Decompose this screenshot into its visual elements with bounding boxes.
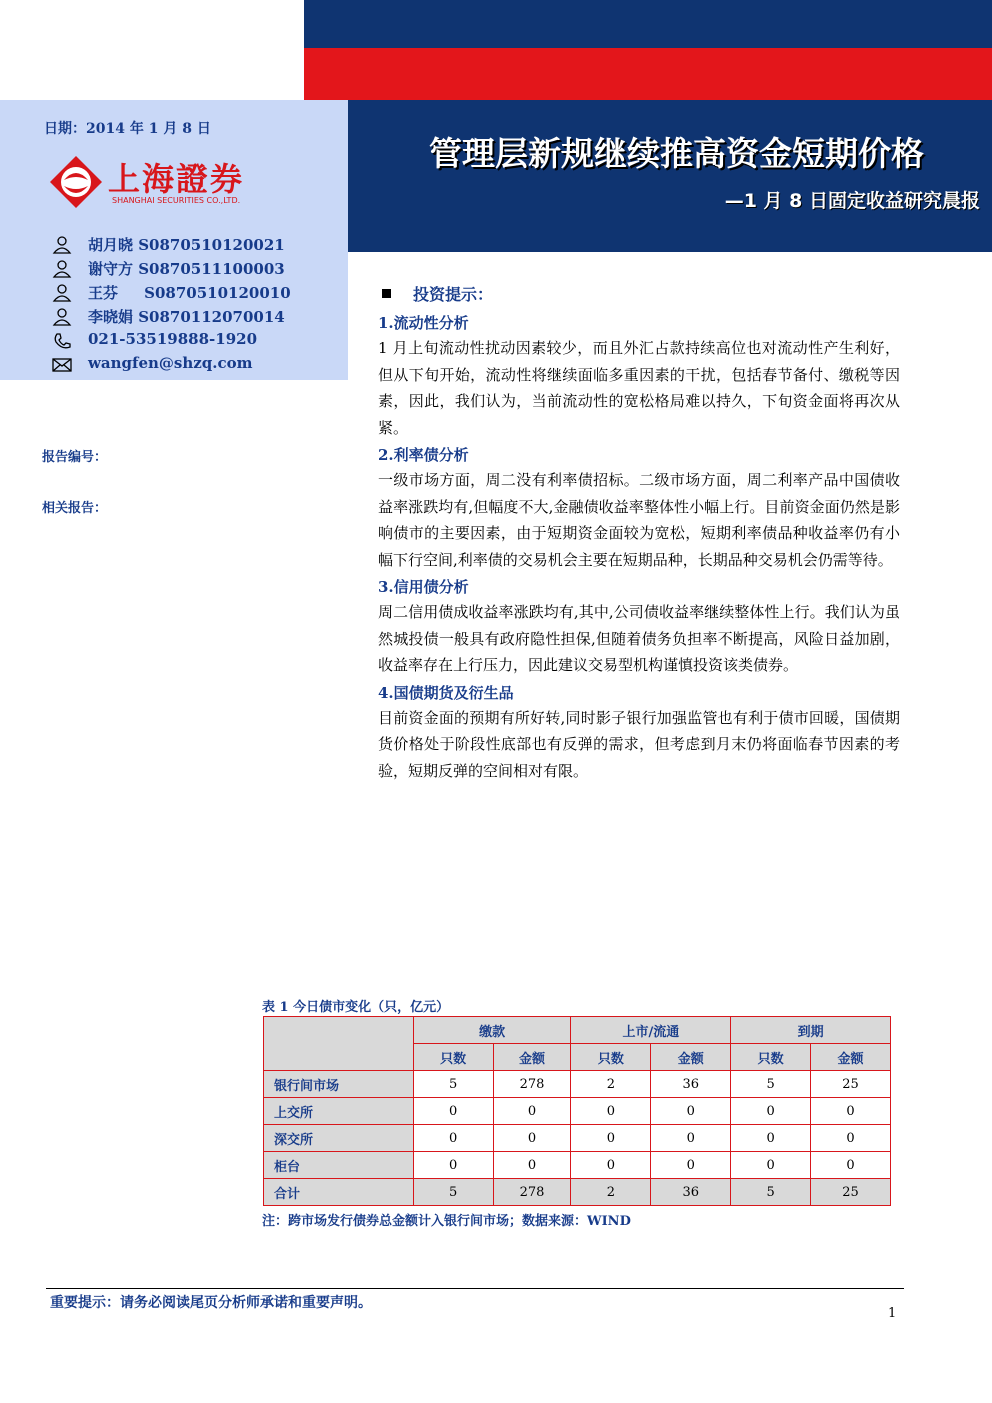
table-row [264, 1098, 891, 1125]
contact-text: 胡月晓 S0870510120021 [88, 236, 285, 254]
table-cell: 0 [493, 1152, 571, 1179]
table-cell: 0 [651, 1152, 731, 1179]
row-label: 柜台 [264, 1152, 414, 1179]
contact-text: 王芬 S0870510120010 [88, 284, 291, 302]
table-cell: 0 [731, 1152, 811, 1179]
table-cell: 5 [413, 1179, 493, 1206]
column-header: 只数 [571, 1044, 651, 1071]
table-cell: 0 [571, 1098, 651, 1125]
table-cell: 25 [811, 1179, 891, 1206]
table-cell: 0 [413, 1098, 493, 1125]
table-note: 注：跨市场发行债券总金额计入银行间市场；数据来源：WIND [262, 1214, 631, 1229]
table-caption: 表 1 今日债市变化（只，亿元） [262, 1000, 450, 1015]
table-cell: 278 [493, 1179, 571, 1206]
person-icon [52, 308, 72, 326]
table-total-row [264, 1179, 891, 1206]
bullet-square-icon [382, 289, 391, 298]
table-cell: 0 [493, 1098, 571, 1125]
column-header: 只数 [731, 1044, 811, 1071]
table-cell: 0 [651, 1125, 731, 1152]
section-text: 一级市场方面，周二没有利率债招标。二级市场方面，周二利率产品中国债收益率涨跌均有,但幅度不大,金融债收益率整体性小幅上行。目前资金面仍然是影响债市的主要因素，由于短期资金面较为宽松，短期利率债品种收益率仍有小幅下行空间,利率债的交易机会主要在短期品种，长期品种交易机会仍需等待。 [378, 471, 900, 569]
tips-heading-text: 投资提示： [413, 285, 494, 304]
phone-icon [52, 332, 72, 350]
column-group-header: 缴款 [413, 1017, 571, 1044]
table-cell: 0 [811, 1098, 891, 1125]
report-title: 管理层新规继续推高资金短期价格 [429, 134, 924, 173]
section-title: 3.信用债分析 [378, 578, 469, 596]
table-row [264, 1071, 891, 1098]
footer-divider [46, 1288, 904, 1289]
table-cell: 5 [731, 1179, 811, 1206]
column-header: 金额 [493, 1044, 571, 1071]
column-group-header: 上市/流通 [571, 1017, 731, 1044]
column-header: 只数 [413, 1044, 493, 1071]
table-cell: 0 [571, 1152, 651, 1179]
section-title: 2.利率债分析 [378, 446, 469, 464]
table-cell: 0 [493, 1125, 571, 1152]
table-cell: 5 [731, 1071, 811, 1098]
person-icon [52, 260, 72, 278]
table-header-row [264, 1017, 891, 1044]
contact-text: 021-53519888-1920 [88, 330, 258, 348]
table-cell: 0 [413, 1152, 493, 1179]
section-title: 4.国债期货及衍生品 [378, 683, 514, 702]
table-cell: 2 [571, 1179, 651, 1206]
section-title: 1.流动性分析 [378, 314, 469, 332]
table-row [264, 1125, 891, 1152]
table-cell: 5 [413, 1071, 493, 1098]
section-text: 周二信用债成收益率涨跌均有,其中,公司债收益率继续整体性上行。我们认为虽然城投债一般具有政府隐性担保,但随着债务负担率不断提高，风险日益加剧，收益率存在上行压力，因此建议交易型机构谨慎投资该类债券。 [378, 603, 900, 674]
contact-text: 谢守方 S0870511100003 [88, 260, 285, 278]
report-subtitle: —1 月 8 日固定收益研究晨报 [724, 190, 980, 212]
related-reports-label: 相关报告： [42, 501, 108, 516]
table-cell: 0 [571, 1125, 651, 1152]
footer-notice: 重要提示：请务必阅读尾页分析师承诺和重要声明。 [50, 1295, 372, 1311]
column-group-header: 到期 [731, 1017, 891, 1044]
logo-emblem-icon [48, 154, 104, 210]
table-cell: 0 [731, 1098, 811, 1125]
person-icon [52, 284, 72, 302]
person-icon [52, 236, 72, 254]
header-red-band [304, 48, 992, 100]
report-number-label: 报告编号： [42, 450, 108, 465]
table-cell: 278 [493, 1071, 571, 1098]
header-navy-band [304, 0, 992, 48]
logo-english-name: SHANGHAI SECURITIES CO.,LTD. [112, 196, 241, 205]
table-cell: 2 [571, 1071, 651, 1098]
section-text: 1 月上旬流动性扰动因素较少，而且外汇占款持续高位也对流动性产生利好，但从下旬开始，流动性将继续面临多重因素的干扰，包括春节备付、缴税等因素，因此，我们认为，当前流动性的宽松格局难以持久，下旬资金面将再次从紧。 [378, 339, 900, 437]
title-block [304, 100, 992, 252]
main-content [378, 282, 900, 784]
table-cell: 25 [811, 1071, 891, 1098]
column-header: 金额 [811, 1044, 891, 1071]
section-text: 目前资金面的预期有所好转,同时影子银行加强监管也有利于债市回暖，国债期货价格处于阶段性底部也有反弹的需求，但考虑到月末仍将面临春节因素的考验，短期反弹的空间相对有限。 [378, 708, 900, 780]
page-number: 1 [888, 1306, 897, 1321]
table-cell: 0 [413, 1125, 493, 1152]
contact-text: 李晓娟 S0870112070014 [88, 308, 285, 326]
table-cell: 36 [651, 1179, 731, 1206]
tips-heading [378, 282, 900, 305]
bond-market-table [263, 1016, 891, 1206]
mail-icon [52, 356, 72, 374]
row-label: 上交所 [264, 1098, 414, 1125]
table-cell: 0 [811, 1152, 891, 1179]
logo-chinese-name: 上海證券 [108, 160, 245, 198]
table-cell: 0 [731, 1125, 811, 1152]
report-date: 日期：2014 年 1 月 8 日 [44, 121, 211, 137]
table-row [264, 1152, 891, 1179]
contact-text: wangfen@shzq.com [88, 354, 253, 372]
row-label: 合计 [264, 1179, 414, 1206]
column-header: 金额 [651, 1044, 731, 1071]
row-label: 深交所 [264, 1125, 414, 1152]
table-corner-cell [264, 1017, 414, 1071]
table-cell: 36 [651, 1071, 731, 1098]
table-cell: 0 [651, 1098, 731, 1125]
row-label: 银行间市场 [264, 1071, 414, 1098]
table-cell: 0 [811, 1125, 891, 1152]
company-logo [48, 150, 288, 220]
